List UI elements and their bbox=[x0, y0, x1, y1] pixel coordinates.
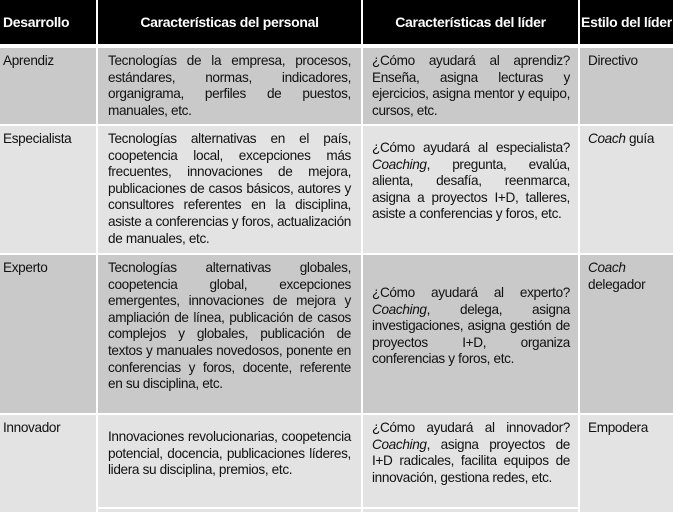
leader-cell bbox=[363, 48, 578, 124]
style-cell bbox=[580, 255, 673, 413]
italic-term: Coaching bbox=[372, 156, 427, 172]
personal-cell bbox=[98, 415, 361, 512]
header-desarrollo: Desarrollo bbox=[0, 0, 96, 44]
header-caracteristicas-lider: Características del líder bbox=[363, 0, 578, 44]
stage-cell: Especialista bbox=[0, 126, 96, 253]
row-divider bbox=[98, 507, 578, 509]
stage-cell: Innovador bbox=[0, 415, 96, 512]
italic-term: Coach bbox=[588, 260, 626, 275]
cell-text: Tecnologías alternativas globales, coopetencia global, excepciones emergentes, innovaciones de mejora y ampliación de línea, publicación de casos complejos y globales, publicación de textos y manuales novedosos, ponente en conferencias y foros, docente, referente en su disciplina, etc. bbox=[108, 260, 351, 392]
style-cell bbox=[580, 126, 673, 253]
cell-text: , delega, asigna investigaciones, asigna gestión de proyectos I+D, organiza conferencias y foros, etc. bbox=[372, 301, 570, 367]
cell-text: Tecnologías de la empresa, procesos, estándares, normas, indicadores, organigrama, perfiles de puestos, manuales, etc. bbox=[108, 53, 351, 118]
cell-text: guía bbox=[625, 131, 655, 146]
italic-term: Coach bbox=[588, 131, 626, 146]
leader-cell bbox=[363, 415, 578, 512]
italic-term: Coaching bbox=[372, 301, 427, 317]
cell-text: ¿Cómo ayudará al aprendiz? Enseña, asigna lecturas y ejercicios, asigna mentor y equipo, cursos, etc. bbox=[372, 53, 570, 118]
cell-text: ¿Cómo ayudará al experto? bbox=[372, 285, 570, 300]
personal-cell bbox=[98, 126, 361, 253]
header-estilo-lider: Estilo del líder bbox=[580, 0, 673, 44]
cell-text: ¿Cómo ayudará al innovador? bbox=[372, 420, 570, 435]
stage-cell: Experto bbox=[0, 255, 96, 413]
cell-text: , pregunta, evalúa, alienta, desafía, reenmarca, asigna a proyectos I+D, talleres, asiste a conferencias y foros, etc. bbox=[372, 156, 570, 222]
personal-cell bbox=[98, 255, 361, 413]
cell-text: Empodera bbox=[588, 420, 648, 435]
leader-cell bbox=[363, 255, 578, 413]
style-cell bbox=[580, 415, 673, 512]
cell-text: ¿Cómo ayudará al especialista? bbox=[372, 140, 570, 155]
italic-term: Coaching bbox=[372, 436, 427, 452]
cell-text: , asigna proyectos de I+D radicales, facilita equipos de innovación, gestiona redes, etc. bbox=[372, 436, 570, 485]
leader-cell bbox=[363, 126, 578, 253]
header-caracteristicas-personal: Características del personal bbox=[98, 0, 361, 44]
stage-cell: Aprendiz bbox=[0, 48, 96, 124]
cell-text: Directivo bbox=[588, 53, 638, 68]
cell-text: Innovaciones revolucionarias, coopetencia potencial, docencia, publicaciones líderes, lidera su disciplina, premios, etc. bbox=[108, 429, 351, 478]
cell-text: Tecnologías alternativas en el país, coopetencia local, excepciones más frecuentes, innovaciones de mejora, publicaciones de casos básicos, autores y consultores referentes en la disciplina, asiste a conferencias y foros, actualización de manuales, etc. bbox=[108, 131, 352, 246]
personal-cell bbox=[98, 48, 361, 124]
style-cell bbox=[580, 48, 673, 124]
cell-text: delegador bbox=[588, 276, 646, 292]
